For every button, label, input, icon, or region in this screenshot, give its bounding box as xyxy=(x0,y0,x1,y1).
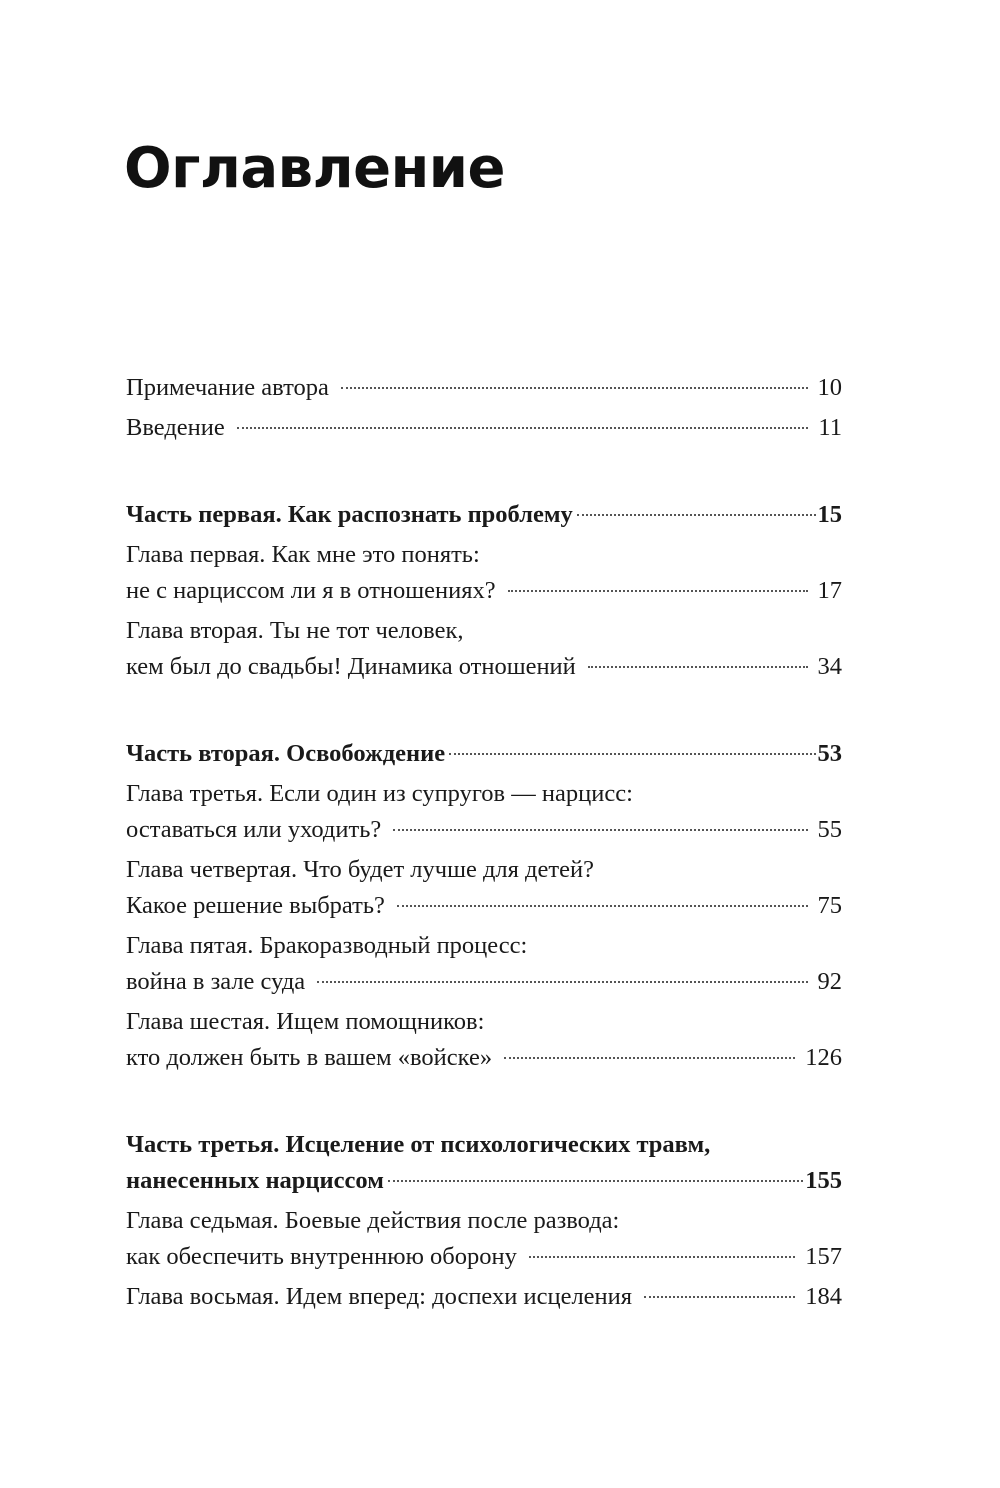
toc-entry-title-line: Введение xyxy=(126,414,225,441)
toc-entry-title-line: Часть первая. Как распознать проблему xyxy=(126,501,573,528)
page-number: 157 xyxy=(805,1243,842,1270)
toc-section xyxy=(126,370,842,446)
dot-leader xyxy=(588,666,808,668)
dot-leader xyxy=(237,427,809,429)
toc-chapter-entry[interactable] xyxy=(126,776,842,848)
toc-entry-title-line: Глава третья. Если один из супругов — нарцисс: xyxy=(126,780,633,807)
table-of-contents xyxy=(126,370,842,1319)
page-number: 75 xyxy=(817,892,842,919)
toc-part-entry[interactable] xyxy=(126,736,842,772)
page-title: Оглавление xyxy=(124,136,506,201)
toc-chapter-entry[interactable] xyxy=(126,410,842,446)
toc-section xyxy=(126,497,842,685)
page-number: 55 xyxy=(817,816,842,843)
toc-entry-title-line: Глава четвертая. Что будет лучше для детей? xyxy=(126,856,594,883)
toc-chapter-entry[interactable] xyxy=(126,537,842,609)
dot-leader xyxy=(508,590,808,592)
toc-entry-title-line: Глава шестая. Ищем помощников: xyxy=(126,1008,485,1035)
dot-leader xyxy=(529,1256,795,1258)
toc-chapter-entry[interactable] xyxy=(126,1203,842,1275)
page-number: 126 xyxy=(805,1044,842,1071)
toc-entry-title-line: кем был до свадьбы! Динамика отношений xyxy=(126,653,576,680)
toc-entry-title-line: оставаться или уходить? xyxy=(126,816,382,843)
toc-entry-title-line: не с нарциссом ли я в отношениях? xyxy=(126,577,496,604)
page-number: 17 xyxy=(817,577,842,604)
page-number: 92 xyxy=(817,968,842,995)
toc-entry-title-line: как обеспечить внутреннюю оборону xyxy=(126,1243,517,1270)
page-number: 184 xyxy=(805,1283,842,1310)
dot-leader xyxy=(388,1180,803,1182)
page-number: 15 xyxy=(817,501,842,528)
dot-leader xyxy=(504,1057,795,1059)
page-number: 34 xyxy=(817,653,842,680)
toc-entry-title-line: Какое решение выбрать? xyxy=(126,892,385,919)
page-number: 155 xyxy=(805,1167,842,1194)
toc-entry-title-line: война в зале суда xyxy=(126,968,306,995)
toc-entry-title-line: Глава пятая. Бракоразводный процесс: xyxy=(126,932,528,959)
dot-leader xyxy=(577,514,816,516)
dot-leader xyxy=(449,753,815,755)
toc-part-entry[interactable] xyxy=(126,497,842,533)
dot-leader xyxy=(341,387,808,389)
toc-entry-title-line: Примечание автора xyxy=(126,374,329,401)
toc-entry-title-line: Глава первая. Как мне это понять: xyxy=(126,541,480,568)
toc-entry-title-line: Глава вторая. Ты не тот человек, xyxy=(126,617,464,644)
toc-entry-title-line: Часть вторая. Освобождение xyxy=(126,740,446,767)
page-number: 53 xyxy=(817,740,842,767)
dot-leader xyxy=(393,829,807,831)
toc-section xyxy=(126,736,842,1076)
toc-part-entry[interactable] xyxy=(126,1127,842,1199)
toc-chapter-entry[interactable] xyxy=(126,1004,842,1076)
toc-entry-title-line: Глава восьмая. Идем вперед: доспехи исцеления xyxy=(126,1283,633,1310)
toc-chapter-entry[interactable] xyxy=(126,928,842,1000)
page-number: 10 xyxy=(817,374,842,401)
dot-leader xyxy=(644,1296,795,1298)
toc-chapter-entry[interactable] xyxy=(126,370,842,406)
toc-entry-title-line: нанесенных нарциссом xyxy=(126,1167,384,1194)
toc-entry-title-line: Глава седьмая. Боевые действия после развода: xyxy=(126,1207,620,1234)
toc-entry-title-line: Часть третья. Исцеление от психологических травм, xyxy=(126,1131,711,1158)
toc-entry-title-line: кто должен быть в вашем «войске» xyxy=(126,1044,493,1071)
toc-chapter-entry[interactable] xyxy=(126,1279,842,1315)
toc-chapter-entry[interactable] xyxy=(126,613,842,685)
toc-chapter-entry[interactable] xyxy=(126,852,842,924)
page-number: 11 xyxy=(818,414,842,441)
dot-leader xyxy=(317,981,807,983)
dot-leader xyxy=(397,905,808,907)
toc-section xyxy=(126,1127,842,1315)
